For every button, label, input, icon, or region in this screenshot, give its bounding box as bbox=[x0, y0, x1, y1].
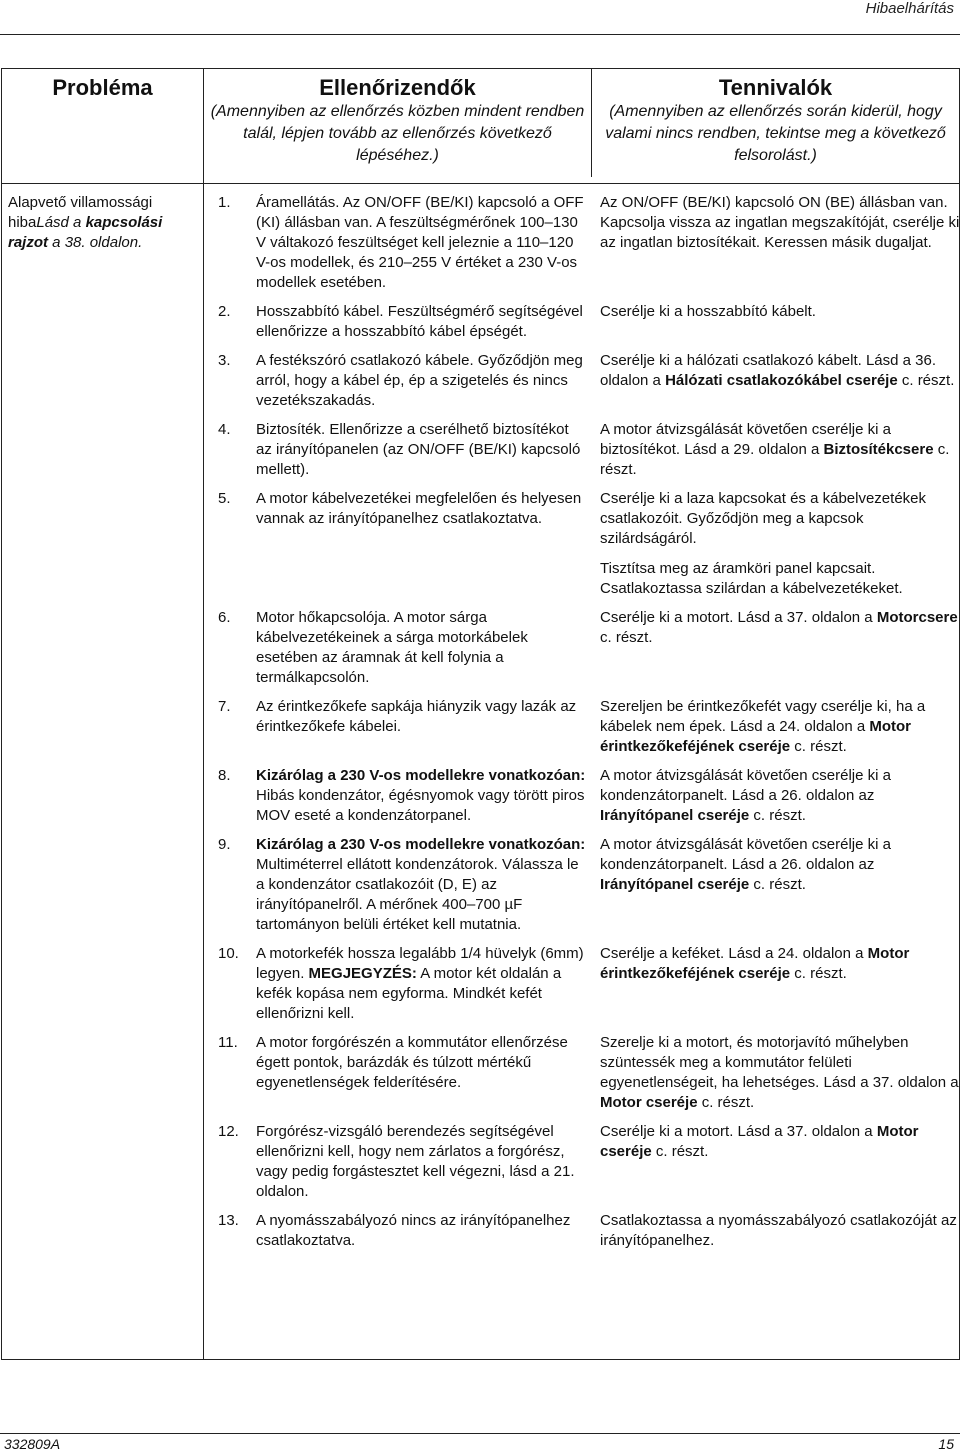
check-item: 1. Áramellátás. Az ON/OFF (BE/KI) kapcsoló a OFF (KI) állásban van. A feszültségmérőnek 100–130 V váltakozó feszültséget kell jeleznie a 110–120 V-os modellek, és 210–255 V értéket a 230 V-os modellek esetében. bbox=[218, 194, 584, 291]
action-item: Cserélje ki a motort. Lásd a 37. oldalon a Motor cseréje c. részt. bbox=[600, 1123, 919, 1160]
action-item: Szereljen be érintkezőkefét vagy cserélje ki, ha a kábelek nem épek. Lásd a 24. oldalon a Motor érintkezőkeféjének cseréje c. részt. bbox=[600, 698, 926, 755]
action-item: A motor átvizsgálását követően cserélje ki a kondenzátorpanelt. Lásd a 26. oldalon az Irányítópanel cseréje c. részt. bbox=[600, 767, 891, 824]
header-check-subtitle: (Amennyiben az ellenőrzés közben mindent rendben talál, lépjen tovább az ellenőrzés következő lépéséhez.) bbox=[210, 103, 585, 164]
problem-ref-link: kapcsolási rajzot bbox=[8, 214, 163, 251]
running-header: Hibaelhárítás bbox=[865, 0, 954, 17]
check-item: 7. Az érintkezőkefe sapkája hiányzik vagy lazák az érintkezőkefe kábelei. bbox=[218, 698, 577, 735]
action-item: A motor átvizsgálását követően cserélje ki a kondenzátorpanelt. Lásd a 26. oldalon az Irányítópanel cseréje c. részt. bbox=[600, 836, 891, 893]
problem-text: Alapvető villamossági hiba bbox=[8, 194, 153, 231]
header-action-title: Tennivalók bbox=[718, 75, 833, 100]
action-item: Csatlakoztassa a nyomásszabályozó csatlakozóját az irányítópanelhez. bbox=[600, 1212, 957, 1249]
header-check-title: Ellenőrizendők bbox=[319, 75, 476, 100]
check-item: 6. Motor hőkapcsolója. A motor sárga kábelvezetékeinek a sárga motorkábelek esetében az áramnak át kell folynia a termálkapcsolón. bbox=[218, 609, 528, 686]
problem-ref-see: Lásd a bbox=[36, 214, 86, 231]
checks-actions-cell bbox=[204, 184, 960, 1360]
table-header-row bbox=[2, 69, 960, 184]
check-item: 11. A motor forgórészén a kommutátor ellenőrzése égett pontok, barázdák és túlzott mértékű egyenetlenségek felderítésére. bbox=[218, 1034, 568, 1091]
header-action-subtitle: (Amennyiben az ellenőrzés során kiderül, hogy valami nincs rendben, tekintse meg a következő felsorolást.) bbox=[605, 103, 946, 164]
header-check-action bbox=[204, 69, 960, 184]
action-item: A motor átvizsgálását követően cserélje ki a biztosítékot. Lásd a 29. oldalon a Biztosítékcsere c. részt. bbox=[600, 421, 950, 478]
troubleshooting-table bbox=[1, 68, 960, 1360]
action-item: Szerelje ki a motort, és motorjavító műhelyben szüntessék meg a kommutátor felületi egyenetlenségeit, ha lehetséges. Lásd a 37. oldalon a Motor cseréje c. részt. bbox=[600, 1034, 959, 1111]
action-item: Cserélje ki a hálózati csatlakozó kábelt. Lásd a 36. oldalon a Hálózati csatlakozókábel cseréje c. részt. bbox=[600, 352, 955, 389]
action-item: Cserélje ki a hosszabbító kábelt. bbox=[600, 303, 816, 320]
check-item: 8. Kizárólag a 230 V-os modellekre vonatkozóan: Hibás kondenzátor, égésnyomok vagy törött piros MOV eseté a kondenzátorpanel. bbox=[218, 767, 586, 824]
page-number: 15 bbox=[938, 1436, 954, 1452]
header-rule bbox=[0, 34, 960, 35]
problem-ref-end: a 38. oldalon. bbox=[48, 234, 143, 251]
document-number: 332809A bbox=[4, 1436, 61, 1452]
action-item: Cserélje a keféket. Lásd a 24. oldalon a Motor érintkezőkeféjének cseréje c. részt. bbox=[600, 945, 910, 982]
header-problem-title: Probléma bbox=[52, 75, 153, 100]
header-problem bbox=[2, 69, 204, 184]
action-item-extra: Tisztítsa meg az áramköri panel kapcsait. Csatlakoztassa szilárdan a kábelvezetékeket. bbox=[600, 560, 903, 597]
check-item: 4. Biztosíték. Ellenőrizze a cserélhető biztosítékot az irányítópanelen (az ON/OFF (BE/KI) kapcsoló mellett). bbox=[218, 421, 581, 478]
check-item: 9. Kizárólag a 230 V-os modellekre vonatkozóan: Multiméterrel ellátott kondenzátorok. Válassza le a kondenzátor csatlakozóit (D, E) az irányítópanelről. A mérőnek 400–700 µF tartományon belüli értéket kell mutatnia. bbox=[218, 836, 586, 933]
action-item: Cserélje ki a motort. Lásd a 37. oldalon a Motorcsere c. részt. bbox=[600, 609, 958, 646]
check-item: 5. A motor kábelvezetékei megfelelően és helyesen vannak az irányítópanelhez csatlakoztatva. bbox=[218, 490, 582, 527]
check-item: 12. Forgórész-vizsgáló berendezés segítségével ellenőrizni kell, hogy nem zárlatos a forgórész, vagy pedig forgástesztet kell végezni, lásd a 21. oldalon. bbox=[218, 1123, 575, 1200]
check-item: 2. Hosszabbító kábel. Feszültségmérő segítségével ellenőrizze a hosszabbító kábel épségét. bbox=[218, 303, 583, 340]
check-item: 3. A festékszóró csatlakozó kábele. Győződjön meg arról, hogy a kábel ép, ép a szigetelés és nincs vezetékszakadás. bbox=[218, 352, 583, 409]
check-item: 13. A nyomásszabályozó nincs az irányítópanelhez csatlakoztatva. bbox=[218, 1212, 571, 1249]
footer-rule bbox=[0, 1433, 960, 1434]
action-item: Cserélje ki a laza kapcsokat és a kábelvezetékek csatlakozóit. Győződjön meg a kapcsok szilárdságáról. Tisztítsa meg az áramköri panel kapcsait. Csatlakoztassa szilárdan a kábelvezetékeket. bbox=[600, 489, 960, 599]
header-check bbox=[204, 69, 592, 177]
action-item: Az ON/OFF (BE/KI) kapcsoló ON (BE) állásban van. Kapcsolja vissza az ingatlan megszakítóját, cserélje ki az ingatlan biztosítékait. Keressen másik dugaljat. bbox=[600, 194, 960, 251]
check-item: 10. A motorkefék hossza legalább 1/4 hüvelyk (6mm) legyen. MEGJEGYZÉS: A motor két oldalán a kefék kopása nem egyforma. Mindkét kefét ellenőrizni kell. bbox=[218, 945, 584, 1022]
problem-cell bbox=[2, 184, 204, 1360]
table-row bbox=[2, 184, 960, 1360]
header-action bbox=[592, 69, 959, 177]
checks-actions-grid bbox=[216, 193, 960, 1251]
